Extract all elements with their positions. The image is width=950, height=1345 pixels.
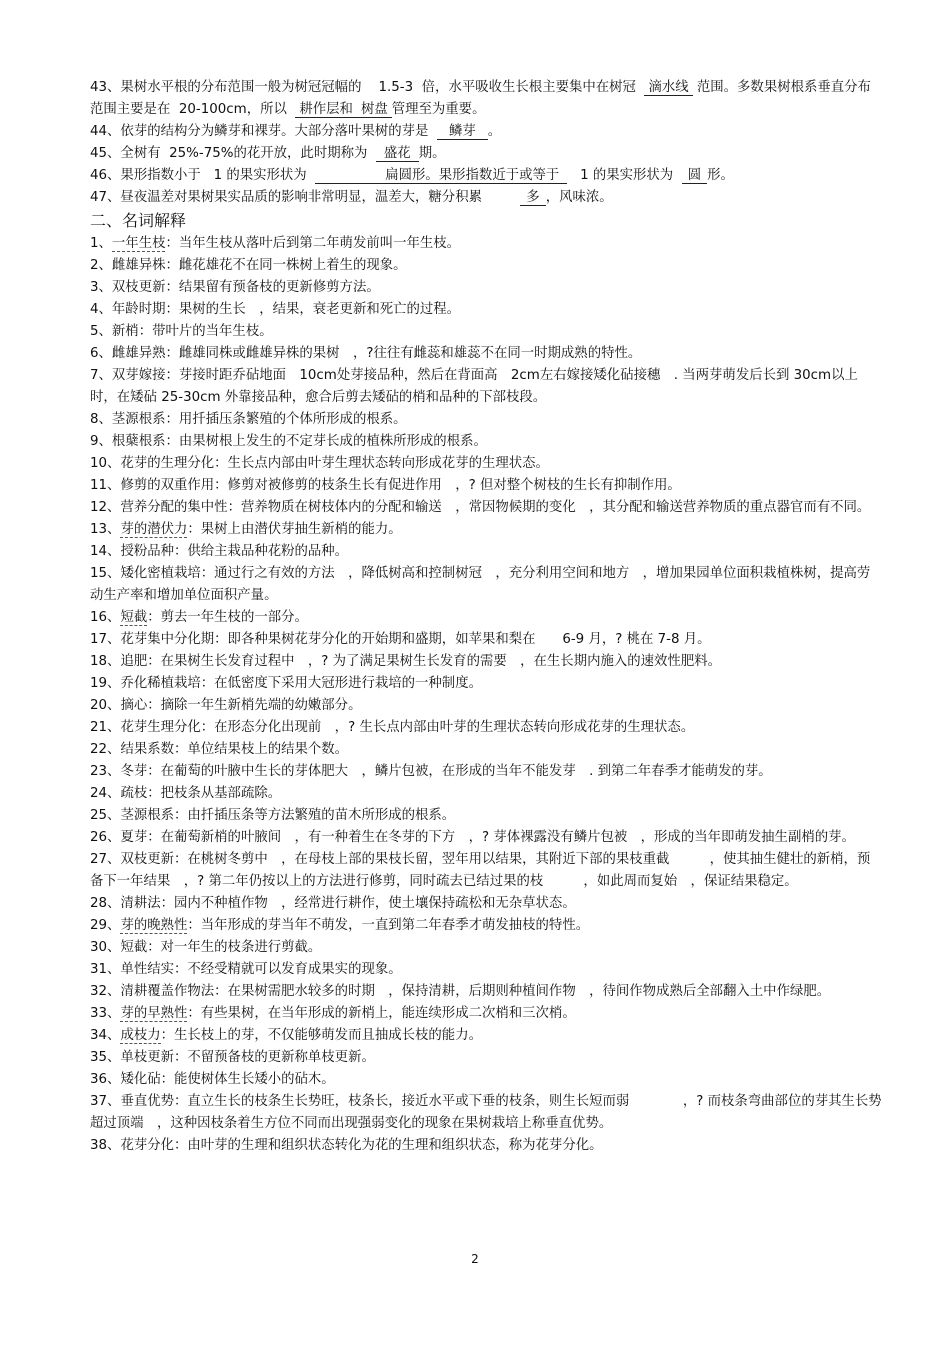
term-number: 15、 <box>90 566 121 581</box>
term-item <box>90 607 882 629</box>
term-definition: ：由扦插压条等方法繁殖的苗木所形成的根系。 <box>174 808 456 823</box>
term-definition: ：雌花雄花不在同一株树上着生的现象。 <box>165 258 407 273</box>
term-definition: ：直立生长的枝条生长势旺，枝条长，接近水平或下垂的枝条，则生长短而弱 ，? 而枝条弯曲部位的芽其生长势超过顶端 ，这种因枝条着生方位不同而出现强弱变化的现象在果树栽培上称垂直优势。 <box>90 1094 882 1131</box>
term-definition: ：有些果树，在当年形成的新梢上，能连续形成二次梢和三次梢。 <box>187 1006 576 1021</box>
term-name: 双枝更新 <box>120 852 174 867</box>
term-name: 雌雄异熟 <box>111 346 166 361</box>
term-number: 29、 <box>90 918 121 933</box>
term-definition: ：生长点内部由叶芽生理状态转向形成花芽的生理状态。 <box>214 456 549 471</box>
term-number: 24、 <box>90 786 121 801</box>
term-item <box>90 1047 882 1069</box>
term-definition: ：当年形成的芽当年不萌发，一直到第二年春季才萌发抽枝的特性。 <box>187 918 590 933</box>
answer-blank: 滴水线 <box>644 80 692 96</box>
term-item <box>90 1091 882 1135</box>
term-item <box>90 475 882 497</box>
answer-blank: 圆 <box>682 168 707 184</box>
term-name: 矮化密植栽培 <box>120 566 201 581</box>
term-definition: ：通过行之有效的方法 ，降低树高和控制树冠 ，充分利用空间和地方 ，增加果园单位面积栽植株树，提高劳动生产率和增加单位面积产量。 <box>90 566 871 603</box>
term-item <box>90 981 882 1003</box>
term-definition: ：在葡萄的叶腋中生长的芽体肥大 ，鳞片包被，在形成的当年不能发芽 . 到第二年春季才能萌发的芽。 <box>147 764 772 779</box>
term-name: 冬芽 <box>120 764 148 779</box>
term-item <box>90 651 882 673</box>
term-name: 花芽生理分化 <box>120 720 201 735</box>
term-name: 根蘖根系 <box>111 434 166 449</box>
term-number: 6、 <box>90 346 112 361</box>
term-name: 花芽集中分化期 <box>120 632 215 647</box>
answer-blank: 树盘 <box>357 102 392 118</box>
term-name: 年龄时期 <box>111 302 166 317</box>
term-number: 35、 <box>90 1050 121 1065</box>
fill-item-46 <box>90 165 882 187</box>
term-number: 32、 <box>90 984 121 999</box>
term-definition: ：在桃树冬剪中 ，在母枝上部的果枝长留，翌年用以结果，其附近下部的果枝重截 ，使其抽生健壮的新梢，预备下一年结果 ，? 第二年仍按以上的方法进行修剪，同时疏去已结过果的枝 ，如此周而复始 ，保证结果稳定。 <box>90 852 871 889</box>
term-number: 16、 <box>90 610 121 625</box>
text: 25%-75%的花开放，此时期称为 <box>169 146 368 161</box>
term-number: 3、 <box>90 280 112 295</box>
text: 46、果形指数小于 <box>90 168 201 183</box>
term-definition: ：把枝条从基部疏除。 <box>147 786 282 801</box>
text: 范围。多数果树根系垂直分布范围主要是在 <box>90 80 871 117</box>
term-definition: ：在形态分化出现前 ，? 生长点内部由叶芽的生理状态转向形成花芽的生理状态。 <box>200 720 695 735</box>
answer-blank: 耕作层和 <box>295 102 357 118</box>
term-number: 23、 <box>90 764 121 779</box>
answer-blank: 多 <box>520 190 545 206</box>
text: 倍，水平吸收生长根主要集中在树冠 <box>421 80 636 95</box>
term-name: 短截 <box>120 610 148 625</box>
text: 47、昼夜温差对果树果实品质的影响非常明显，温差大，糖分积累 <box>90 190 482 205</box>
term-item <box>90 519 882 541</box>
term-number: 27、 <box>90 852 121 867</box>
fill-item-44 <box>90 121 882 143</box>
term-definition: ：由叶芽的生理和组织状态转化为花的生理和组织状态，称为花芽分化。 <box>174 1138 603 1153</box>
term-name: 追肥 <box>120 654 148 669</box>
term-number: 30、 <box>90 940 121 955</box>
term-number: 25、 <box>90 808 121 823</box>
term-item <box>90 695 882 717</box>
term-name: 芽的潜伏力 <box>120 522 188 537</box>
term-number: 22、 <box>90 742 121 757</box>
text: 43、果树水平根的分布范围一般为树冠冠幅的 <box>90 80 362 95</box>
term-name: 一年生枝 <box>111 236 166 251</box>
term-definition: ：不留预备枝的更新称单枝更新。 <box>174 1050 375 1065</box>
term-name: 清耕法 <box>120 896 161 911</box>
term-item <box>90 673 882 695</box>
term-name: 芽的早熟性 <box>120 1006 188 1021</box>
term-number: 9、 <box>90 434 112 449</box>
text: 1 的果实形状为 <box>580 168 674 183</box>
text: 管理至为重要。 <box>391 102 486 117</box>
term-definition: ：由果树根上发生的不定芽长成的植株所形成的根系。 <box>165 434 487 449</box>
term-name: 花芽的生理分化 <box>120 456 215 471</box>
document-body <box>90 77 882 1157</box>
term-name: 清耕覆盖作物法 <box>120 984 215 999</box>
text: 1.5-3 <box>378 80 414 95</box>
term-definition: ：能使树体生长矮小的砧木。 <box>160 1072 335 1087</box>
term-name: 双芽嫁接 <box>111 368 166 383</box>
term-item <box>90 629 882 651</box>
term-item <box>90 321 882 343</box>
section-title: 二、名词解释 <box>90 211 187 230</box>
term-definition: ：芽接时距乔砧地面 10cm处芽接品种，然后在背面高 2cm左右嫁接矮化砧接穗 . 当两芽萌发后长到 30cm以上时，在矮砧 25-30cm 外靠接品种，愈合后剪去矮砧的梢和品种的下部枝段。 <box>90 368 858 405</box>
term-name: 结果系数 <box>120 742 174 757</box>
term-number: 26、 <box>90 830 121 845</box>
term-name: 雌雄异株 <box>111 258 166 273</box>
term-item <box>90 233 882 255</box>
term-number: 12、 <box>90 500 121 515</box>
term-number: 7、 <box>90 368 112 383</box>
fill-item-47 <box>90 187 882 209</box>
term-number: 37、 <box>90 1094 121 1109</box>
term-definition: ：即各种果树花芽分化的开始期和盛期，如苹果和梨在 6-9 月，? 桃在 7-8 月。 <box>214 632 711 647</box>
term-item <box>90 563 882 607</box>
term-number: 4、 <box>90 302 112 317</box>
term-name: 新梢 <box>111 324 139 339</box>
term-name: 矮化砧 <box>120 1072 161 1087</box>
term-number: 38、 <box>90 1138 121 1153</box>
term-item <box>90 1003 882 1025</box>
term-item <box>90 827 882 849</box>
term-item <box>90 937 882 959</box>
term-name: 摘心 <box>120 698 148 713</box>
term-definition: ：摘除一年生新梢先端的幼嫩部分。 <box>147 698 362 713</box>
term-item <box>90 849 882 893</box>
term-definition: ：不经受精就可以发育成果实的现象。 <box>174 962 402 977</box>
term-name: 授粉品种 <box>120 544 174 559</box>
term-definition: ：营养物质在树枝体内的分配和输送 ，常因物候期的变化 ，其分配和输送营养物质的重点器官而有不同。 <box>227 500 871 515</box>
term-definition: ：剪去一年生枝的一部分。 <box>147 610 308 625</box>
term-item <box>90 761 882 783</box>
term-number: 11、 <box>90 478 121 493</box>
term-name: 单枝更新 <box>120 1050 174 1065</box>
term-number: 36、 <box>90 1072 121 1087</box>
term-name: 乔化稀植栽培 <box>120 676 201 691</box>
term-name: 花芽分化 <box>120 1138 174 1153</box>
term-definition: ：园内不种植作物 ，经常进行耕作，使土壤保持疏松和无杂草状态。 <box>160 896 576 911</box>
term-number: 20、 <box>90 698 121 713</box>
term-definition: ：结果留有预备枝的更新修剪方法。 <box>165 280 380 295</box>
term-definition: ：生长枝上的芽，不仅能够萌发而且抽成长枝的能力。 <box>160 1028 482 1043</box>
term-item <box>90 717 882 739</box>
term-item <box>90 739 882 761</box>
term-name: 营养分配的集中性 <box>120 500 228 515</box>
term-item <box>90 541 882 563</box>
term-item <box>90 805 882 827</box>
term-item <box>90 497 882 519</box>
term-number: 17、 <box>90 632 121 647</box>
term-definition: ：果树的生长 ，结果，衰老更新和死亡的过程。 <box>165 302 461 317</box>
answer-blank: 盛花 <box>376 146 419 162</box>
term-name: 茎源根系 <box>111 412 166 427</box>
term-number: 28、 <box>90 896 121 911</box>
term-item <box>90 277 882 299</box>
term-definition: ：修剪对被修剪的枝条生长有促进作用 ，? 但对整个树枝的生长有抑制作用。 <box>214 478 681 493</box>
term-list <box>90 233 882 1157</box>
term-definition: ：对一年生的枝条进行剪截。 <box>147 940 322 955</box>
answer-blank: 扁圆形。果形指数近于或等于 <box>315 168 567 184</box>
term-item <box>90 365 882 409</box>
term-number: 33、 <box>90 1006 121 1021</box>
term-number: 10、 <box>90 456 121 471</box>
term-item <box>90 255 882 277</box>
term-number: 1、 <box>90 236 112 251</box>
term-definition: ：在果树生长发育过程中 ，? 为了满足果树生长发育的需要 ，在生长期内施入的速效性肥料。 <box>147 654 721 669</box>
term-number: 31、 <box>90 962 121 977</box>
term-definition: ：在低密度下采用大冠形进行栽培的一种制度。 <box>200 676 482 691</box>
term-name: 茎源根系 <box>120 808 174 823</box>
text: 。 <box>487 124 502 139</box>
term-item <box>90 1135 882 1157</box>
term-definition: ：雌雄同株或雌雄异株的果树 ，?往往有雌蕊和雄蕊不在同一时期成熟的特性。 <box>165 346 642 361</box>
term-definition: ：用扦插压条繁殖的个体所形成的根系。 <box>165 412 407 427</box>
text: 45、全树有 <box>90 146 161 161</box>
fill-item-45 <box>90 143 882 165</box>
term-item <box>90 1069 882 1091</box>
term-name: 成枝力 <box>120 1028 161 1043</box>
term-definition: ：在葡萄新梢的叶腋间 ，有一种着生在冬芽的下方 ，? 芽体裸露没有鳞片包被 ，形成的当年即萌发抽生副梢的芽。 <box>147 830 855 845</box>
term-number: 18、 <box>90 654 121 669</box>
term-number: 19、 <box>90 676 121 691</box>
term-item <box>90 299 882 321</box>
term-name: 双枝更新 <box>111 280 166 295</box>
term-number: 34、 <box>90 1028 121 1043</box>
term-number: 21、 <box>90 720 121 735</box>
term-name: 单性结实 <box>120 962 174 977</box>
term-item <box>90 893 882 915</box>
term-item <box>90 453 882 475</box>
term-number: 5、 <box>90 324 112 339</box>
term-item <box>90 409 882 431</box>
term-name: 夏芽 <box>120 830 148 845</box>
term-definition: ：带叶片的当年生枝。 <box>138 324 273 339</box>
term-name: 短截 <box>120 940 148 955</box>
term-item <box>90 343 882 365</box>
term-definition: ：在果树需肥水较多的时期 ，保持清耕，后期则种植间作物 ，待间作物成熟后全部翻入土中作绿肥。 <box>214 984 831 999</box>
text: 形。 <box>707 168 734 183</box>
text: ，风味浓。 <box>545 190 613 205</box>
term-item <box>90 783 882 805</box>
text: 1 的果实形状为 <box>213 168 307 183</box>
text: 44、依芽的结构分为鳞芽和裸芽。大部分落叶果树的芽是 <box>90 124 429 139</box>
fill-item-43 <box>90 77 882 121</box>
term-number: 13、 <box>90 522 121 537</box>
term-name: 疏枝 <box>120 786 148 801</box>
term-item <box>90 1025 882 1047</box>
text: 期。 <box>418 146 446 161</box>
term-definition: ：供给主栽品种花粉的品种。 <box>174 544 349 559</box>
term-number: 2、 <box>90 258 112 273</box>
term-name: 修剪的双重作用 <box>120 478 215 493</box>
answer-blank: 鳞芽 <box>437 124 488 140</box>
term-item <box>90 915 882 937</box>
term-number: 14、 <box>90 544 121 559</box>
term-definition: ：单位结果枝上的结果个数。 <box>174 742 349 757</box>
page-number: 2 <box>471 1252 479 1266</box>
term-number: 8、 <box>90 412 112 427</box>
term-definition: ：果树上由潜伏芽抽生新梢的能力。 <box>187 522 402 537</box>
text: 20-100cm，所以 <box>178 102 287 117</box>
term-name: 垂直优势 <box>120 1094 174 1109</box>
term-name: 芽的晚熟性 <box>120 918 188 933</box>
term-item <box>90 431 882 453</box>
term-item <box>90 959 882 981</box>
term-definition: ：当年生枝从落叶后到第二年萌发前叫一年生枝。 <box>165 236 461 251</box>
